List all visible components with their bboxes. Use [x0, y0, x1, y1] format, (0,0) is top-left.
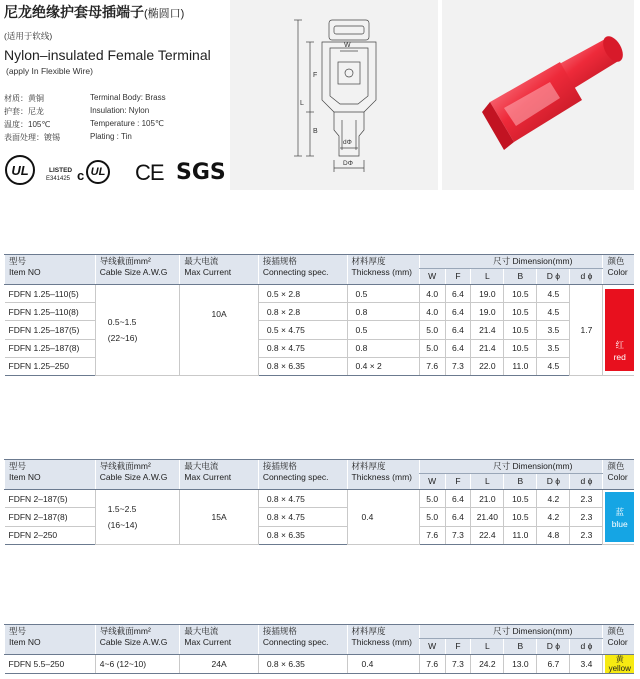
cell-l: 21.0 — [471, 490, 504, 508]
header-w: W — [419, 639, 445, 655]
listed-number: E341425 — [46, 176, 71, 182]
dim-l-label: L — [300, 100, 304, 107]
table-row — [5, 655, 635, 674]
cell-d: 1.7 — [570, 285, 603, 376]
header-conn: 接插规格 Connecting spec. — [258, 625, 347, 655]
cell-conn: 0.8 × 6.35 — [258, 357, 347, 375]
cell-cable: 0.5~1.5 (22~16) — [95, 285, 180, 376]
header-item: 型号 Item NO — [5, 625, 96, 655]
cell-conn: 0.5 × 4.75 — [258, 321, 347, 339]
cell-w: 4.0 — [419, 303, 445, 321]
cell-item: FDFN 5.5–250 — [5, 655, 96, 674]
cell-w: 5.0 — [419, 490, 445, 508]
dim-Dphi-label: DΦ — [343, 160, 353, 167]
cell-D: 4.5 — [537, 285, 570, 303]
title-en: Nylon–insulated Female Terminal — [4, 47, 211, 63]
cell-d: 2.3 — [570, 490, 603, 508]
cell-b: 10.5 — [504, 339, 537, 357]
header-f: F — [445, 269, 471, 285]
cell-conn: 0.8 × 6.35 — [258, 526, 347, 544]
c-ul-logo-icon — [86, 160, 110, 184]
header-d: d ϕ — [570, 269, 603, 285]
cell-f: 6.4 — [445, 285, 471, 303]
header-b: B — [504, 474, 537, 490]
header-cable: 导线截面mm² Cable Size A.W.G — [95, 255, 180, 285]
cell-current: 10A — [180, 285, 258, 376]
cell-b: 13.0 — [504, 655, 537, 674]
cell-l: 22.4 — [471, 526, 504, 544]
cell-item: FDFN 2–187(5) — [5, 490, 96, 508]
listed-label: LISTED — [49, 167, 73, 174]
header-dimension: 尺寸 Dimension(mm) — [419, 255, 603, 269]
spec-insulation-zh: 护套：尼龙 — [4, 107, 44, 116]
cell-w: 4.0 — [419, 285, 445, 303]
cell-conn: 0.8 × 4.75 — [258, 508, 347, 526]
cell-conn: 0.8 × 4.75 — [258, 490, 347, 508]
header-dimension: 尺寸 Dimension(mm) — [419, 460, 603, 474]
header-l: L — [471, 269, 504, 285]
cell-thick: 0.8 — [347, 303, 419, 321]
title-zh-main: 尼龙绝缘护套母插端子 — [4, 4, 144, 20]
header-dimension: 尺寸 Dimension(mm) — [419, 625, 603, 639]
cell-b: 10.5 — [504, 285, 537, 303]
header-current: 最大电流 Max Current — [180, 255, 258, 285]
cell-f: 6.4 — [445, 303, 471, 321]
dim-w-label: W — [344, 42, 351, 49]
cell-b: 10.5 — [504, 321, 537, 339]
cell-D: 3.5 — [537, 321, 570, 339]
header-l: L — [471, 474, 504, 490]
title-zh-suffix: (椭圆口) — [144, 8, 185, 20]
cell-d: 2.3 — [570, 508, 603, 526]
cell-thick: 0.4 × 2 — [347, 357, 419, 375]
cell-thick: 0.5 — [347, 285, 419, 303]
header-D: D ϕ — [537, 474, 570, 490]
cell-current: 15A — [180, 490, 258, 545]
cell-w: 7.6 — [419, 526, 445, 544]
cell-f: 6.4 — [445, 508, 471, 526]
cell-w: 5.0 — [419, 339, 445, 357]
header-current: 最大电流 Max Current — [180, 625, 258, 655]
header-item: 型号 Item NO — [5, 255, 96, 285]
spec-temperature-en: Temperature : 105℃ — [90, 119, 164, 128]
cell-b: 11.0 — [504, 357, 537, 375]
cell-D: 6.7 — [537, 655, 570, 674]
cell-conn: 0.5 × 2.8 — [258, 285, 347, 303]
terminal-drawing — [230, 0, 438, 190]
cell-l: 19.0 — [471, 303, 504, 321]
header-conn: 接插规格 Connecting spec. — [258, 255, 347, 285]
cell-w: 5.0 — [419, 321, 445, 339]
ul-logo-text: UL — [11, 163, 29, 178]
cell-b: 10.5 — [504, 303, 537, 321]
cell-w: 5.0 — [419, 508, 445, 526]
cell-D: 4.2 — [537, 490, 570, 508]
header-color: 颜色 Color — [603, 255, 634, 285]
cell-thick: 0.5 — [347, 321, 419, 339]
cell-l: 19.0 — [471, 285, 504, 303]
header-D: D ϕ — [537, 639, 570, 655]
spec-table-3 — [4, 624, 634, 674]
drawing-panel — [230, 0, 438, 190]
cell-l: 22.0 — [471, 357, 504, 375]
header-thick: 材料厚度 Thickness (mm) — [347, 255, 419, 285]
header-conn: 接插规格 Connecting spec. — [258, 460, 347, 490]
header-b: B — [504, 639, 537, 655]
cell-D: 4.5 — [537, 357, 570, 375]
cell-b: 11.0 — [504, 526, 537, 544]
cell-thick: 0.8 — [347, 339, 419, 357]
cell-w: 7.6 — [419, 655, 445, 674]
spec-temperature-zh: 温度：105℃ — [4, 120, 51, 129]
sgs-logo: SGS — [176, 160, 226, 185]
cell-conn: 0.8 × 6.35 — [258, 655, 347, 674]
cell-item: FDFN 1.25–250 — [5, 357, 96, 375]
cell-D: 4.2 — [537, 508, 570, 526]
spec-material-zh: 材质：黄铜 — [4, 94, 44, 103]
cell-l: 21.40 — [471, 508, 504, 526]
spec-table-1 — [4, 254, 634, 376]
cell-f: 6.4 — [445, 321, 471, 339]
table-row — [5, 285, 635, 303]
header-w: W — [419, 269, 445, 285]
cell-b: 10.5 — [504, 490, 537, 508]
color-swatch-red-fill: 红 red — [603, 285, 634, 375]
cell-item: FDFN 2–250 — [5, 526, 96, 544]
cell-item: FDFN 1.25–187(5) — [5, 321, 96, 339]
cell-d: 3.4 — [570, 655, 603, 674]
dim-f-label: F — [313, 72, 318, 79]
cell-l: 21.4 — [471, 321, 504, 339]
cell-item: FDFN 1.25–110(5) — [5, 285, 96, 303]
cell-D: 4.8 — [537, 526, 570, 544]
cell-current: 24A — [180, 655, 258, 674]
header-b: B — [504, 269, 537, 285]
header-f: F — [445, 639, 471, 655]
header-D: D ϕ — [537, 269, 570, 285]
header-w: W — [419, 474, 445, 490]
cell-l: 21.4 — [471, 339, 504, 357]
cell-thick: 0.4 — [347, 490, 419, 545]
subtitle-zh: (适用于软线) — [4, 31, 53, 41]
ce-logo: CE — [135, 160, 164, 185]
cell-item: FDFN 1.25–110(8) — [5, 303, 96, 321]
ul-logo-icon — [5, 155, 35, 185]
header-d: d ϕ — [570, 639, 603, 655]
color-swatch-yellow-fill: 黄 yellow — [605, 655, 634, 673]
cell-cable: 4~6 (12~10) — [95, 655, 180, 674]
color-swatch-red — [603, 285, 634, 376]
cell-D: 3.5 — [537, 339, 570, 357]
terminal-photo — [442, 0, 634, 190]
header-f: F — [445, 474, 471, 490]
header-cable: 导线截面mm² Cable Size A.W.G — [95, 460, 180, 490]
c-ul-c: c — [77, 168, 85, 183]
header-l: L — [471, 639, 504, 655]
cell-l: 24.2 — [471, 655, 504, 674]
cell-conn: 0.8 × 2.8 — [258, 303, 347, 321]
spec-material-en: Terminal Body: Brass — [90, 93, 166, 102]
subtitle-en: (apply In Flexible Wire) — [6, 66, 93, 76]
cell-D: 4.5 — [537, 303, 570, 321]
cell-f: 6.4 — [445, 490, 471, 508]
color-swatch-blue-fill: 蓝 blue — [603, 490, 634, 544]
spec-plating-zh: 表面处理：镀锡 — [4, 133, 60, 142]
table-row — [5, 490, 635, 508]
header-thick: 材料厚度 Thickness (mm) — [347, 460, 419, 490]
spec-table-2 — [4, 459, 634, 545]
header-item: 型号 Item NO — [5, 460, 96, 490]
header-cable: 导线截面mm² Cable Size A.W.G — [95, 625, 180, 655]
cell-d: 2.3 — [570, 526, 603, 544]
c-ul-logo-text: UL — [90, 166, 106, 178]
cell-item: FDFN 2–187(8) — [5, 508, 96, 526]
cell-b: 10.5 — [504, 508, 537, 526]
photo-panel — [442, 0, 634, 190]
cell-f: 7.3 — [445, 655, 471, 674]
cell-item: FDFN 1.25–187(8) — [5, 339, 96, 357]
cell-f: 6.4 — [445, 339, 471, 357]
cell-w: 7.6 — [419, 357, 445, 375]
cell-cable: 1.5~2.5 (16~14) — [95, 490, 180, 545]
dim-b-label: B — [313, 128, 318, 135]
cell-f: 7.3 — [445, 357, 471, 375]
dim-dphi-label: dΦ — [343, 139, 352, 146]
header-color: 颜色 Color — [603, 460, 634, 490]
cell-f: 7.3 — [445, 526, 471, 544]
header-d: d ϕ — [570, 474, 603, 490]
header-current: 最大电流 Max Current — [180, 460, 258, 490]
spec-plating-en: Plating : Tin — [90, 132, 132, 141]
title-zh — [4, 2, 184, 22]
cell-thick: 0.4 — [347, 655, 419, 674]
spec-insulation-en: Insulation: Nylon — [90, 106, 150, 115]
header-thick: 材料厚度 Thickness (mm) — [347, 625, 419, 655]
cell-conn: 0.8 × 4.75 — [258, 339, 347, 357]
color-swatch-blue — [603, 490, 634, 545]
header-color: 颜色 Color — [603, 625, 634, 655]
color-swatch-yellow — [603, 655, 634, 674]
